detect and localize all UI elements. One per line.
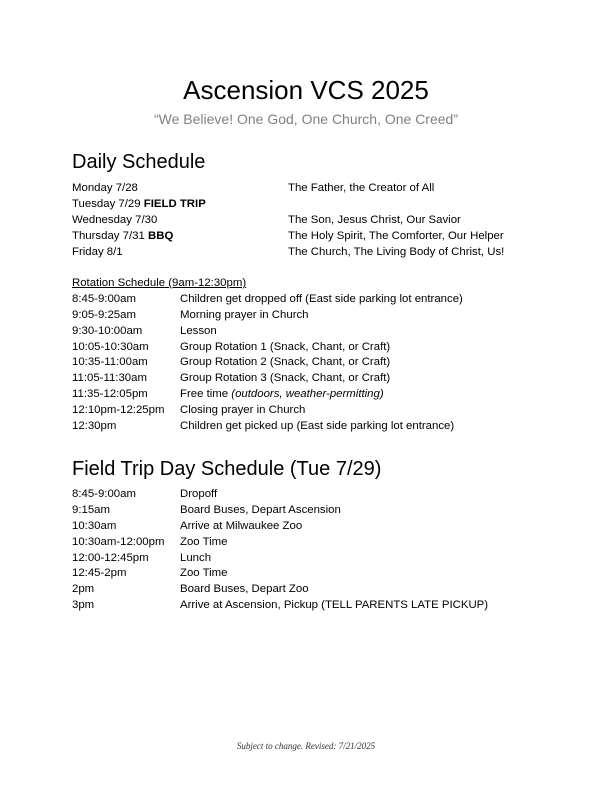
page-subtitle: “We Believe! One God, One Church, One Creed” bbox=[154, 111, 458, 127]
rotation-activity: Group Rotation 3 (Snack, Chant, or Craft) bbox=[180, 372, 391, 385]
field-trip-heading: Field Trip Day Schedule (Tue 7/29) bbox=[72, 458, 382, 480]
revision-footer: Subject to change. Revised: 7/21/2025 bbox=[236, 741, 376, 751]
field-trip-activity: Board Buses, Depart Ascension bbox=[180, 503, 341, 516]
rotation-activity: Group Rotation 1 (Snack, Chant, or Craft) bbox=[180, 340, 391, 353]
daily-row bbox=[72, 197, 542, 213]
page-title: Ascension VCS 2025 bbox=[183, 75, 429, 105]
daily-theme: The Church, The Living Body of Christ, Us! bbox=[288, 245, 505, 258]
rotation-row bbox=[72, 324, 542, 340]
field-trip-time: 10:30am-12:00pm bbox=[72, 535, 165, 548]
daily-row bbox=[72, 229, 542, 245]
rotation-row bbox=[72, 355, 542, 371]
rotation-activity: Children get dropped off (East side parking lot entrance) bbox=[180, 292, 463, 305]
rotation-row bbox=[72, 292, 542, 308]
field-trip-row bbox=[72, 503, 542, 519]
field-trip-activity: Zoo Time bbox=[180, 535, 228, 548]
daily-day: Monday 7/28 bbox=[72, 182, 138, 194]
daily-theme: The Father, the Creator of All bbox=[288, 182, 435, 194]
field-trip-time: 2pm bbox=[72, 583, 95, 596]
rotation-time: 10:05-10:30am bbox=[72, 340, 149, 353]
rotation-row bbox=[72, 403, 542, 419]
field-trip-time: 12:45-2pm bbox=[72, 567, 127, 580]
field-trip-time: 3pm bbox=[72, 599, 95, 612]
rotation-time: 10:35-11:00am bbox=[72, 356, 148, 369]
field-trip-row bbox=[72, 551, 542, 567]
daily-row bbox=[72, 181, 542, 197]
rotation-row bbox=[72, 371, 542, 387]
field-trip-row bbox=[72, 566, 542, 582]
rotation-time: 9:05-9:25am bbox=[72, 308, 136, 321]
daily-day: Wednesday 7/30 bbox=[72, 213, 158, 226]
rotation-time: 11:05-11:30am bbox=[72, 372, 147, 385]
field-trip-activity: Board Buses, Depart Zoo bbox=[180, 583, 309, 596]
field-trip-activity: Lunch bbox=[180, 551, 212, 564]
field-trip-activity: Arrive at Ascension, Pickup (TELL PARENTS LATE PICKUP) bbox=[180, 599, 489, 612]
rotation-row bbox=[72, 340, 542, 356]
rotation-activity: Free time (outdoors, weather-permitting) bbox=[180, 388, 384, 401]
field-trip-row bbox=[72, 598, 542, 614]
field-trip-activity: Dropoff bbox=[180, 488, 218, 500]
daily-tag: FIELD TRIP bbox=[143, 197, 206, 210]
field-trip-time: 12:00-12:45pm bbox=[72, 551, 149, 564]
daily-schedule-list bbox=[72, 181, 542, 260]
daily-day: Thursday 7/31 BBQ bbox=[72, 229, 174, 242]
rotation-time: 9:30-10:00am bbox=[72, 324, 143, 337]
rotation-heading: Rotation Schedule (9am-12:30pm) bbox=[72, 277, 247, 289]
rotation-time: 12:30pm bbox=[72, 420, 117, 433]
rotation-time: 8:45-9:00am bbox=[72, 292, 136, 305]
rotation-activity: Children get picked up (East side parking lot entrance) bbox=[180, 420, 455, 433]
daily-day: Tuesday 7/29 FIELD TRIP bbox=[72, 197, 206, 210]
field-trip-schedule-list bbox=[72, 487, 542, 614]
rotation-activity: Closing prayer in Church bbox=[180, 404, 306, 417]
daily-day: Friday 8/1 bbox=[72, 245, 123, 258]
field-trip-row bbox=[72, 487, 542, 503]
field-trip-time: 8:45-9:00am bbox=[72, 488, 136, 500]
rotation-row bbox=[72, 308, 542, 324]
daily-row bbox=[72, 245, 542, 261]
rotation-activity: Morning prayer in Church bbox=[180, 308, 309, 321]
daily-theme: The Son, Jesus Christ, Our Savior bbox=[288, 213, 461, 226]
rotation-activity: Group Rotation 2 (Snack, Chant, or Craft) bbox=[180, 356, 391, 369]
rotation-time: 12:10pm-12:25pm bbox=[72, 404, 165, 417]
field-trip-time: 9:15am bbox=[72, 503, 110, 516]
rotation-activity: Lesson bbox=[180, 324, 217, 337]
daily-theme: The Holy Spirit, The Comforter, Our Helper bbox=[288, 229, 504, 242]
field-trip-activity: Arrive at Milwaukee Zoo bbox=[180, 519, 303, 532]
field-trip-row bbox=[72, 519, 542, 535]
rotation-row bbox=[72, 419, 542, 435]
rotation-schedule-list bbox=[72, 276, 542, 435]
rotation-time: 11:35-12:05pm bbox=[72, 388, 148, 401]
field-trip-row bbox=[72, 535, 542, 551]
rotation-note: (outdoors, weather-permitting) bbox=[231, 388, 384, 401]
field-trip-row bbox=[72, 582, 542, 598]
field-trip-activity: Zoo Time bbox=[180, 567, 228, 580]
rotation-row bbox=[72, 387, 542, 403]
daily-tag: BBQ bbox=[148, 229, 174, 242]
field-trip-time: 10:30am bbox=[72, 519, 117, 532]
daily-row bbox=[72, 213, 542, 229]
daily-schedule-heading: Daily Schedule bbox=[72, 151, 206, 173]
